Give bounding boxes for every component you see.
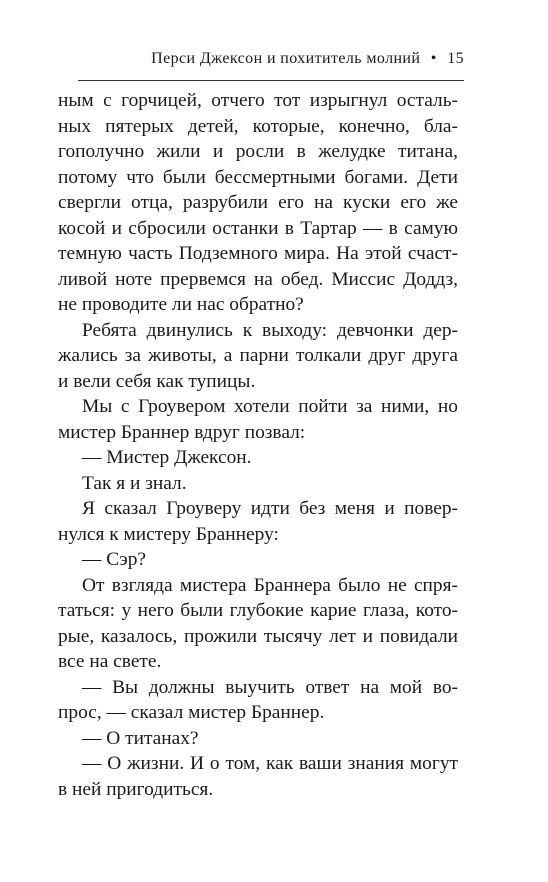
header-rule (78, 80, 464, 81)
text-line: Ребята двинулись к выходу: девчонки дер- (82, 319, 458, 341)
text-line: в ней пригодиться. (58, 778, 214, 800)
text-line: — Мистер Джексон. (82, 447, 252, 468)
text-line: прос, — сказал мистер Браннер. (58, 702, 325, 723)
text-line: — Сэр? (82, 549, 147, 570)
text-line: ным с горчицей, отчего тот изрыгнул осталь- (58, 90, 458, 111)
text-line: мистер Браннер вдруг позвал: (58, 421, 306, 443)
text-line: Мы с Гроувером хотели пойти за ними, но (82, 396, 458, 417)
text-line: темную часть Подземного мира. На этой счаст- (58, 243, 458, 264)
text-line: косой и сбросили останки в Тартар — в самую (58, 217, 458, 239)
body-text (58, 88, 458, 802)
page-number: 15 (447, 50, 464, 67)
text-line: ных пятерых детей, которые, конечно, бла- (58, 115, 458, 137)
book-title: Перси Джексон и похититель молний (151, 50, 421, 67)
text-line: Так я и знал. (82, 472, 187, 494)
text-line: и вели себя как тупицы. (58, 370, 256, 392)
text-line: От взгляда мистера Браннера было не спря- (82, 574, 458, 596)
text-line: свергли отца, разрубили его на куски его же (58, 192, 458, 213)
text-line: гополучно жили и росли в желудке титана, (58, 141, 458, 162)
text-line: — О жизни. И о том, как ваши знания могут (82, 753, 458, 774)
header-separator: • (430, 50, 437, 67)
text-line: не проводите ли нас обратно? (58, 294, 304, 315)
text-line: все на свете. (58, 651, 162, 672)
text-line: ливой ноте прервемся на обед. Миссис Доддз, (58, 268, 458, 290)
text-line: рые, казалось, прожили тысячу лет и повидали (58, 625, 458, 647)
text-line: потому что были бессмертными богами. Дети (58, 166, 458, 188)
text-line: нулся к мистеру Браннеру: (58, 523, 279, 545)
text-line: — Вы должны выучить ответ на мой во- (82, 676, 458, 698)
text-line: таться: у него были глубокие карие глаза, кото- (58, 600, 458, 621)
running-header (151, 50, 464, 68)
text-line: — О титанах? (82, 727, 199, 749)
text-line: жались за животы, а парни толкали друг друга (58, 345, 458, 366)
text-line: Я сказал Гроуверу идти без меня и повер- (82, 498, 458, 519)
